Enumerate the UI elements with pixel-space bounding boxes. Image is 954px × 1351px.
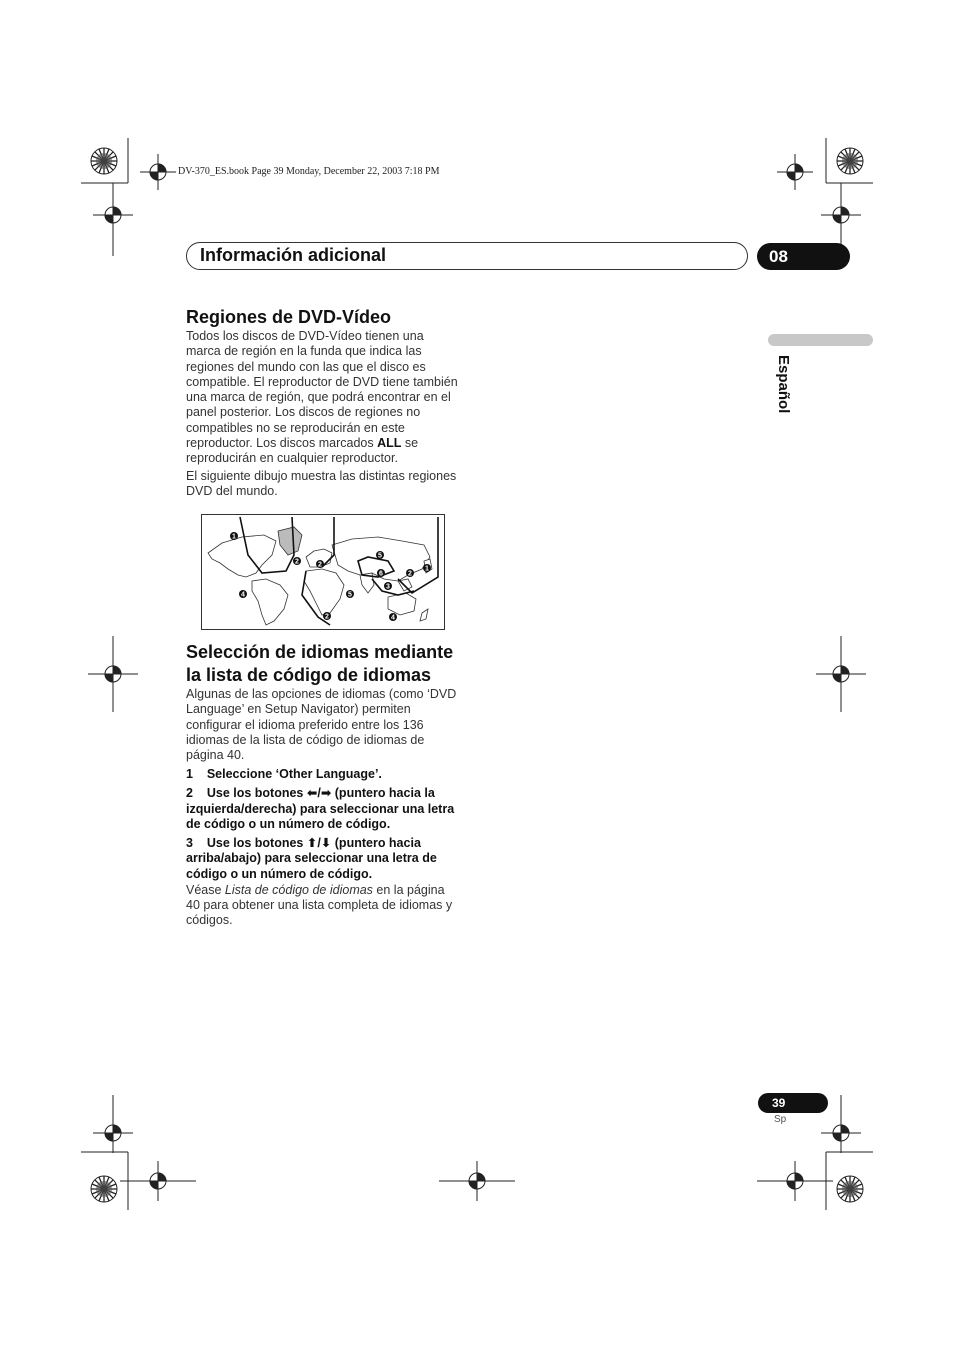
- map-region-marker: 2: [318, 561, 322, 569]
- regions-section: [186, 306, 461, 499]
- language-tab-label: Español: [775, 355, 792, 414]
- map-region-marker: 4: [241, 591, 245, 599]
- language-section: [186, 641, 461, 929]
- map-region-marker: 5: [378, 552, 382, 560]
- world-map-drawing: [202, 515, 444, 629]
- map-region-marker: 5: [348, 591, 352, 599]
- language-note-link: Lista de código de idiomas: [224, 882, 373, 897]
- language-heading: [186, 641, 461, 687]
- regions-body-text-end: se reproducirán en cualquier reproductor.: [186, 436, 419, 466]
- section-title: Información adicional: [200, 245, 387, 265]
- step-3-prefix: 3 Use los botones: [186, 835, 307, 850]
- print-info: DV-370_ES.book Page 39 Monday, December 22, 2003 7:18 PM: [178, 166, 440, 177]
- language-tab: [770, 355, 800, 435]
- language-tab-bar: [768, 334, 873, 346]
- regions-heading: Regiones de DVD-Vídeo: [186, 307, 392, 327]
- regions-body-all: ALL: [377, 436, 402, 451]
- map-region-marker: 1: [232, 533, 236, 541]
- step-2-prefix: 2 Use los botones: [186, 786, 307, 801]
- regions-body: [186, 329, 461, 467]
- map-region-marker: 1: [425, 565, 429, 573]
- map-region-marker: 4: [391, 614, 395, 622]
- regions-body-text: Todos los discos de DVD-Vídeo tienen una marca de región en la funda que indica las regiones del mundo con las que el disco es compatible. El reproductor de DVD tiene también una marca de región, que podrá encontrar en el panel posterior. Los discos de regiones no compatibles no se reproducirán en este reproductor. Los discos marcados: [186, 329, 458, 451]
- map-region-marker: 2: [408, 570, 412, 578]
- regions-body-2: El siguiente dibujo muestra las distintas regiones DVD del mundo.: [186, 468, 457, 498]
- step-3: [186, 836, 461, 883]
- map-region-marker: 2: [295, 558, 299, 566]
- language-note-text: en la página 40 para obtener una lista completa de idiomas y códigos.: [186, 882, 453, 928]
- map-region-marker: 2: [325, 613, 329, 621]
- up-down-arrows-icon: ⬆/⬇: [306, 835, 332, 850]
- page-number-badge: 39: [758, 1093, 828, 1113]
- step-1: 1 Seleccione ‘Other Language’.: [186, 767, 382, 782]
- dvd-region-world-map: [201, 514, 445, 630]
- language-note-prefix: Véase: [186, 882, 225, 897]
- map-region-marker: 3: [386, 583, 390, 591]
- step-2-text: (puntero hacia la izquierda/derecha) para seleccionar una letra de código o un número de código.: [186, 786, 455, 832]
- chapter-number-badge: 08: [757, 243, 850, 270]
- left-right-arrows-icon: ⬅/➡: [306, 786, 332, 801]
- language-heading-line1: Selección de idiomas mediante: [186, 642, 454, 662]
- map-region-marker: 6: [379, 570, 383, 578]
- step-2: [186, 786, 461, 833]
- language-note: [186, 883, 461, 929]
- step-3-text: (puntero hacia arriba/abajo) para seleccionar una letra de código o un número de código.: [186, 835, 437, 882]
- language-heading-line2: la lista de código de idiomas: [186, 665, 432, 685]
- language-body: Algunas de las opciones de idiomas (como ‘DVD Language’ en Setup Navigator) permiten configurar el idioma preferido entre los 136 idiomas de la lista de código de idiomas de página 40.: [186, 687, 457, 763]
- page-number-suffix: Sp: [774, 1114, 787, 1125]
